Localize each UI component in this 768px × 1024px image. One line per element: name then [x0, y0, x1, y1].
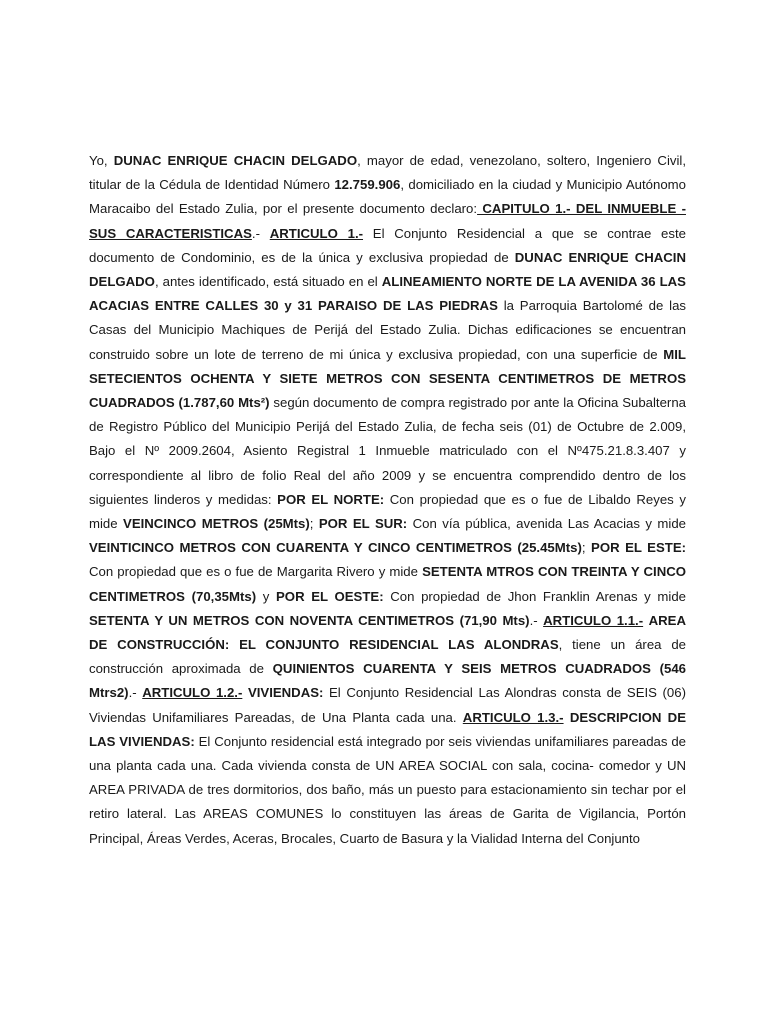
text-run: ARTICULO 1.- [269, 225, 364, 241]
text-run: POR EL ESTE: [591, 540, 687, 556]
text-run: El Conjunto Residencial a que se contrae este documento de Condominio, es de la única y exclusiva propiedad de [89, 225, 686, 265]
text-run: MIL SETECIENTOS OCHENTA Y SIETE METROS CON SESENTA CENTIMETROS DE METROS CUADRADOS (1.787,60 Mts²) [89, 346, 686, 411]
text-run: VEINTICINCO METROS CON CUARENTA Y CINCO CENTIMETROS (25.45Mts) [89, 540, 582, 556]
text-run: la Parroquia Bartolomé de las Casas del Municipio Machiques de Perijá del Estado Zulia. Dichas edificaciones se encuentran construido sobre un lote de terreno de mi única y exclusiva propiedad, con una superficie de [89, 298, 686, 362]
text-run: DUNAC ENRIQUE CHACIN DELGADO [89, 249, 686, 290]
text-run: , domiciliado en la ciudad y Municipio Autónomo Maracaibo del Estado Zulia, por el presente documento declaro: [89, 177, 687, 217]
text-run: , mayor de edad, venezolano, soltero, Ingeniero Civil, titular de la Cédula de Identidad Número [89, 153, 686, 193]
text-run: El Conjunto Residencial Las Alondras consta de SEIS (06) Viviendas Unifamiliares Pareadas, de Una Planta cada una. [89, 685, 686, 725]
document-body-paragraph [89, 149, 686, 851]
text-run: VEINCINCO METROS (25Mts) [123, 516, 310, 532]
text-run: QUINIENTOS CUARENTA Y SEIS METROS CUADRADOS (546 Mtrs2) [89, 661, 686, 701]
text-run: .- [251, 225, 270, 241]
text-run: Con propiedad de Jhon Franklin Arenas y mide [383, 588, 686, 604]
text-run: POR EL NORTE: [277, 491, 385, 507]
text-run: POR EL SUR: [318, 516, 408, 532]
text-run: Con propiedad que es o fue de Libaldo Reyes y mide [89, 491, 686, 532]
text-run: AREA DE CONSTRUCCIÓN: EL CONJUNTO RESIDENCIAL LAS ALONDRAS [89, 612, 686, 653]
text-run: ; [581, 540, 592, 556]
text-run: , tiene un área de construcción aproximada de [89, 637, 686, 677]
text-run: Yo, [89, 153, 114, 168]
text-run: DUNAC ENRIQUE CHACIN DELGADO [113, 153, 358, 168]
text-run: Con vía pública, avenida Las Acacias y mide [407, 516, 687, 532]
text-run: Con propiedad que es o fue de Margarita Rivero y mide [89, 564, 423, 580]
text-run: ARTICULO 1.3.- [462, 709, 564, 725]
text-run: CAPITULO 1.- DEL INMUEBLE - SUS CARACTERISTICAS [89, 201, 686, 241]
text-run: DESCRIPCION DE LAS VIVIENDAS: [89, 709, 686, 749]
text-run: SETENTA Y UN METROS CON NOVENTA CENTIMETROS (71,90 Mts) [89, 612, 530, 628]
text-run: ; [309, 516, 319, 532]
text-run: POR EL OESTE: [276, 588, 384, 604]
text-run: y [256, 588, 277, 604]
text-run: según documento de compra registrado por ante la Oficina Subalterna de Registro Público del Municipio Perijá del Estado Zulia, de fecha seis (01) de Octubre de 2.009, Bajo el Nº 2009.2604, Asiento Registral 1 Inmueble matriculado con el Nº475.21.8.3.407 y correspondiente al libro de folio Real del año 2009 y se encuentra comprendido dentro de los siguientes linderos y medidas: [89, 395, 686, 507]
text-run: , antes identificado, está situado en el [154, 274, 382, 290]
text-run: 12.759.906 [334, 177, 401, 193]
text-run: .- [128, 685, 143, 701]
text-run: ARTICULO 1.1.- [543, 612, 644, 628]
text-run: VIVIENDAS: [247, 685, 324, 701]
text-run: .- [529, 612, 544, 628]
text-run: ALINEAMIENTO NORTE DE LA AVENIDA 36 LAS ACACIAS ENTRE CALLES 30 y 31 PARAISO DE LAS PIEDRAS [89, 274, 686, 314]
text-run: El Conjunto residencial está integrado por seis viviendas unifamiliares pareadas de una planta cada una. Cada vivienda consta de UN AREA SOCIAL con sala, cocina- comedor y UN AREA PRIVADA de tres dormitorios, dos baño, más un puesto para estacionamiento sin techar por el retiro lateral. Las AREAS COMUNES lo constituyen las áreas de Garita de Vigilancia, Portón Principal, Áreas Verdes, Aceras, Brocales, Cuarto de Basura y la Vialidad Interna del Conjunto [89, 733, 687, 846]
text-run: ARTICULO 1.2.- [142, 685, 243, 701]
text-run: SETENTA MTROS CON TREINTA Y CINCO CENTIMETROS (70,35Mts) [89, 564, 686, 604]
